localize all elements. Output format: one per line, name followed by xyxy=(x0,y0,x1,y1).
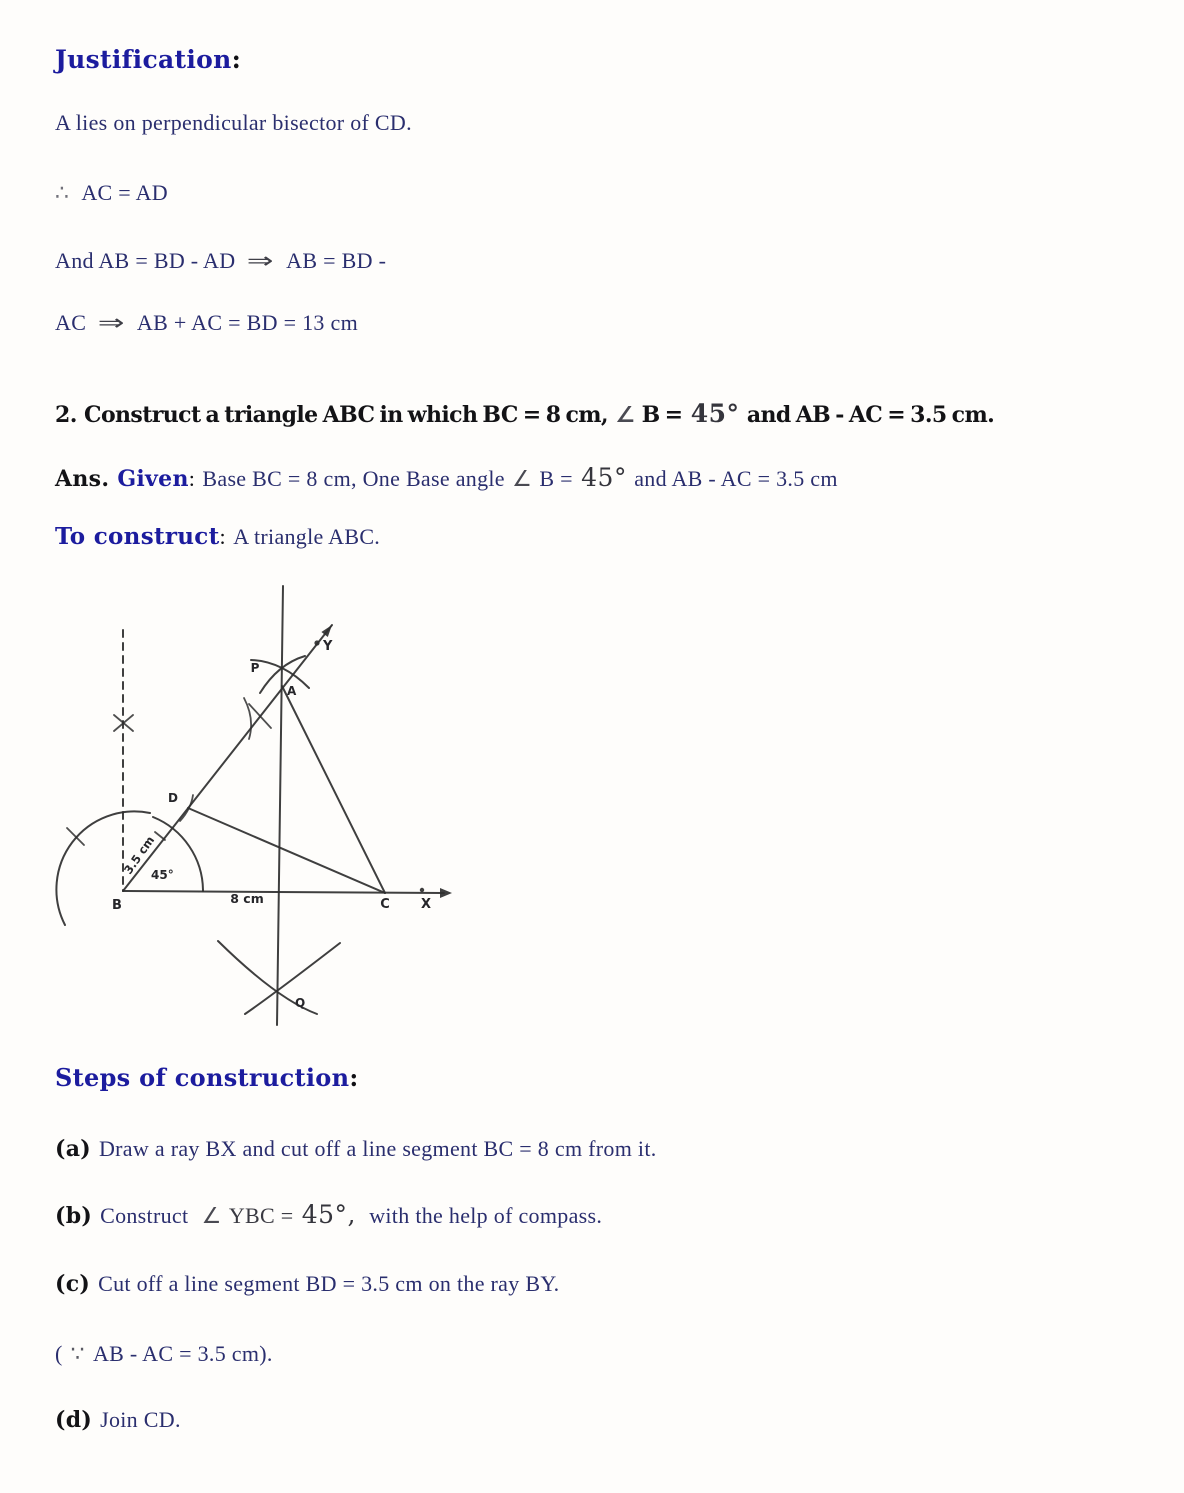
segment-dc xyxy=(188,808,385,893)
answer-given-line xyxy=(55,463,838,492)
question-part1: Construct a triangle ABC in which BC = 8 cm, xyxy=(84,402,608,428)
ray-bx xyxy=(123,891,444,893)
ray-by xyxy=(120,625,332,891)
step-d xyxy=(55,1407,181,1433)
step-c-text: Cut off a line segment BD = 3.5 cm on the ray BY. xyxy=(98,1271,560,1296)
justification-line-3 xyxy=(55,248,386,274)
justification-line-1-text: A lies on perpendicular bisector of CD. xyxy=(55,110,412,135)
angle-symbol: ∠ xyxy=(615,403,635,428)
answer-part1: Base BC = 8 cm, One Base angle xyxy=(202,466,505,491)
step-b-mid: YBC = xyxy=(228,1203,294,1228)
answer-part3: and AB - AC = 3.5 cm xyxy=(634,466,838,491)
step-b-post: with the help of compass. xyxy=(369,1203,603,1228)
perpendicular-bisector xyxy=(277,586,283,1025)
step-d-label: (d) xyxy=(55,1407,93,1433)
label-x: X xyxy=(420,897,432,912)
bd-measure-label: 3.5 cm xyxy=(120,833,158,877)
justification-line-1 xyxy=(55,110,412,136)
label-p: P xyxy=(250,661,260,675)
label-b: B xyxy=(112,898,122,913)
justification-heading xyxy=(55,45,241,75)
step-because-note xyxy=(55,1341,273,1367)
because-text: AB - AC = 3.5 cm). xyxy=(92,1341,273,1366)
step-b-pre: Construct xyxy=(100,1203,189,1228)
given-colon: : xyxy=(188,466,196,491)
bd-tick xyxy=(155,832,165,840)
angle-symbol: ∠ xyxy=(512,467,533,492)
to-construct-colon: : xyxy=(219,524,226,549)
step-d-text: Join CD. xyxy=(100,1407,181,1432)
step-b xyxy=(55,1200,602,1229)
label-d: D xyxy=(168,791,178,805)
angle-value: 45° xyxy=(581,463,627,492)
arc-tick xyxy=(67,828,84,845)
steps-heading-text: Steps of construction xyxy=(55,1063,350,1092)
to-construct-text: A triangle ABC. xyxy=(233,524,381,549)
justification-line-3a: And AB = BD - AD xyxy=(55,248,236,273)
step-a-label: (a) xyxy=(55,1136,91,1162)
label-c: C xyxy=(380,897,390,912)
justification-line-4b: AB + AC = BD = 13 cm xyxy=(136,310,358,335)
step-a xyxy=(55,1136,657,1162)
step-c xyxy=(55,1271,559,1297)
answer-part2: B = xyxy=(539,466,573,491)
step-b-label: (b) xyxy=(55,1203,93,1229)
base-measure-label: 8 cm xyxy=(230,891,264,906)
justification-line-4 xyxy=(55,310,358,336)
angle-symbol: ∠ xyxy=(201,1204,222,1229)
therefore-symbol: ∴ xyxy=(55,181,70,206)
heading-colon: : xyxy=(349,1063,359,1092)
angle-value: 45°, xyxy=(301,1200,357,1229)
because-open-paren: ( xyxy=(55,1341,63,1366)
angle-45-label: 45° xyxy=(151,868,174,882)
implies-arrow-icon: ⇒ xyxy=(97,311,126,336)
given-label: Given xyxy=(117,466,189,492)
arrowhead-x-icon xyxy=(440,888,452,898)
question-part2: B = xyxy=(641,402,683,428)
label-a: A xyxy=(287,684,297,698)
implies-arrow-icon: ⇒ xyxy=(247,249,275,274)
heading-colon: : xyxy=(231,45,242,74)
question-number: 2. xyxy=(55,402,77,428)
construction-diagram xyxy=(55,578,465,1046)
justification-line-2 xyxy=(55,180,168,206)
dot-on-by xyxy=(314,640,319,645)
to-construct-line xyxy=(55,523,380,550)
segment-ac xyxy=(282,686,385,893)
label-q: Q xyxy=(295,996,306,1010)
step-a-text: Draw a ray BX and cut off a line segment BC = 8 cm from it. xyxy=(98,1136,657,1161)
label-y: Y xyxy=(323,639,333,654)
to-construct-label: To construct xyxy=(55,523,220,550)
step-c-label: (c) xyxy=(55,1271,91,1297)
justification-heading-text: Justification xyxy=(55,45,232,74)
question-line xyxy=(55,399,994,428)
angle-value: 45° xyxy=(690,399,740,428)
ans-label: Ans. xyxy=(55,466,110,492)
justification-line-3b: AB = BD - xyxy=(286,248,387,273)
dot-on-bx xyxy=(420,888,424,892)
justification-line-4a: AC xyxy=(55,310,87,335)
question-part3: and AB - AC = 3.5 cm. xyxy=(746,402,995,428)
justification-line-2-text: AC = AD xyxy=(81,180,168,205)
steps-heading xyxy=(55,1063,359,1093)
because-symbol: ∵ xyxy=(70,1342,85,1367)
